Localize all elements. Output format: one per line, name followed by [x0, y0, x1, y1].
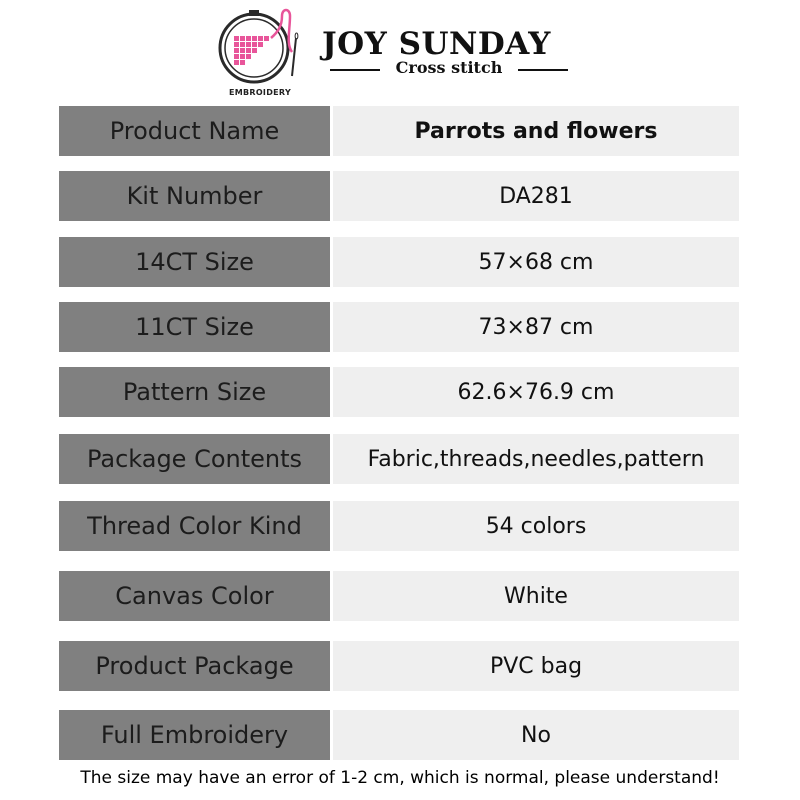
spec-row-product-package — [59, 641, 739, 691]
spec-value: Parrots and flowers — [333, 106, 739, 156]
spec-value: White — [333, 571, 739, 621]
spec-label: Full Embroidery — [59, 710, 330, 760]
spec-value: No — [333, 710, 739, 760]
spec-label: Product Package — [59, 641, 330, 691]
logo-caption: EMBROIDERY — [228, 88, 292, 97]
spec-row-full-embroidery — [59, 710, 739, 760]
spec-row-canvas-color — [59, 571, 739, 621]
spec-label: Kit Number — [59, 171, 330, 221]
spec-label: 14CT Size — [59, 237, 330, 287]
spec-row-thread-color-kind — [59, 501, 739, 551]
spec-row-pattern-size — [59, 367, 739, 417]
embroidery-hoop-logo — [216, 4, 306, 90]
spec-label: 11CT Size — [59, 302, 330, 352]
brand-name: JOY SUNDAY — [322, 26, 551, 62]
brand-tagline: Cross stitch — [395, 58, 503, 77]
spec-row-product-name — [59, 106, 739, 156]
brand-tagline-line — [330, 58, 568, 80]
spec-row-package-contents — [59, 434, 739, 484]
spec-row-11ct-size — [59, 302, 739, 352]
size-disclaimer: The size may have an error of 1-2 cm, which is normal, please understand! — [80, 768, 720, 788]
spec-label: Thread Color Kind — [59, 501, 330, 551]
embroidery-hoop-icon — [216, 4, 306, 90]
spec-row-kit-number — [59, 171, 739, 221]
spec-label: Product Name — [59, 106, 330, 156]
header — [0, 0, 800, 100]
spec-label: Canvas Color — [59, 571, 330, 621]
spec-value: 54 colors — [333, 501, 739, 551]
spec-value: DA281 — [333, 171, 739, 221]
spec-label: Package Contents — [59, 434, 330, 484]
spec-value: 73×87 cm — [333, 302, 739, 352]
spec-label: Pattern Size — [59, 367, 330, 417]
spec-value: 62.6×76.9 cm — [333, 367, 739, 417]
spec-value: 57×68 cm — [333, 237, 739, 287]
tagline-rule-right — [518, 69, 568, 71]
tagline-rule-left — [330, 69, 380, 71]
spec-value: Fabric,threads,needles,pattern — [333, 434, 739, 484]
spec-value: PVC bag — [333, 641, 739, 691]
spec-row-14ct-size — [59, 237, 739, 287]
